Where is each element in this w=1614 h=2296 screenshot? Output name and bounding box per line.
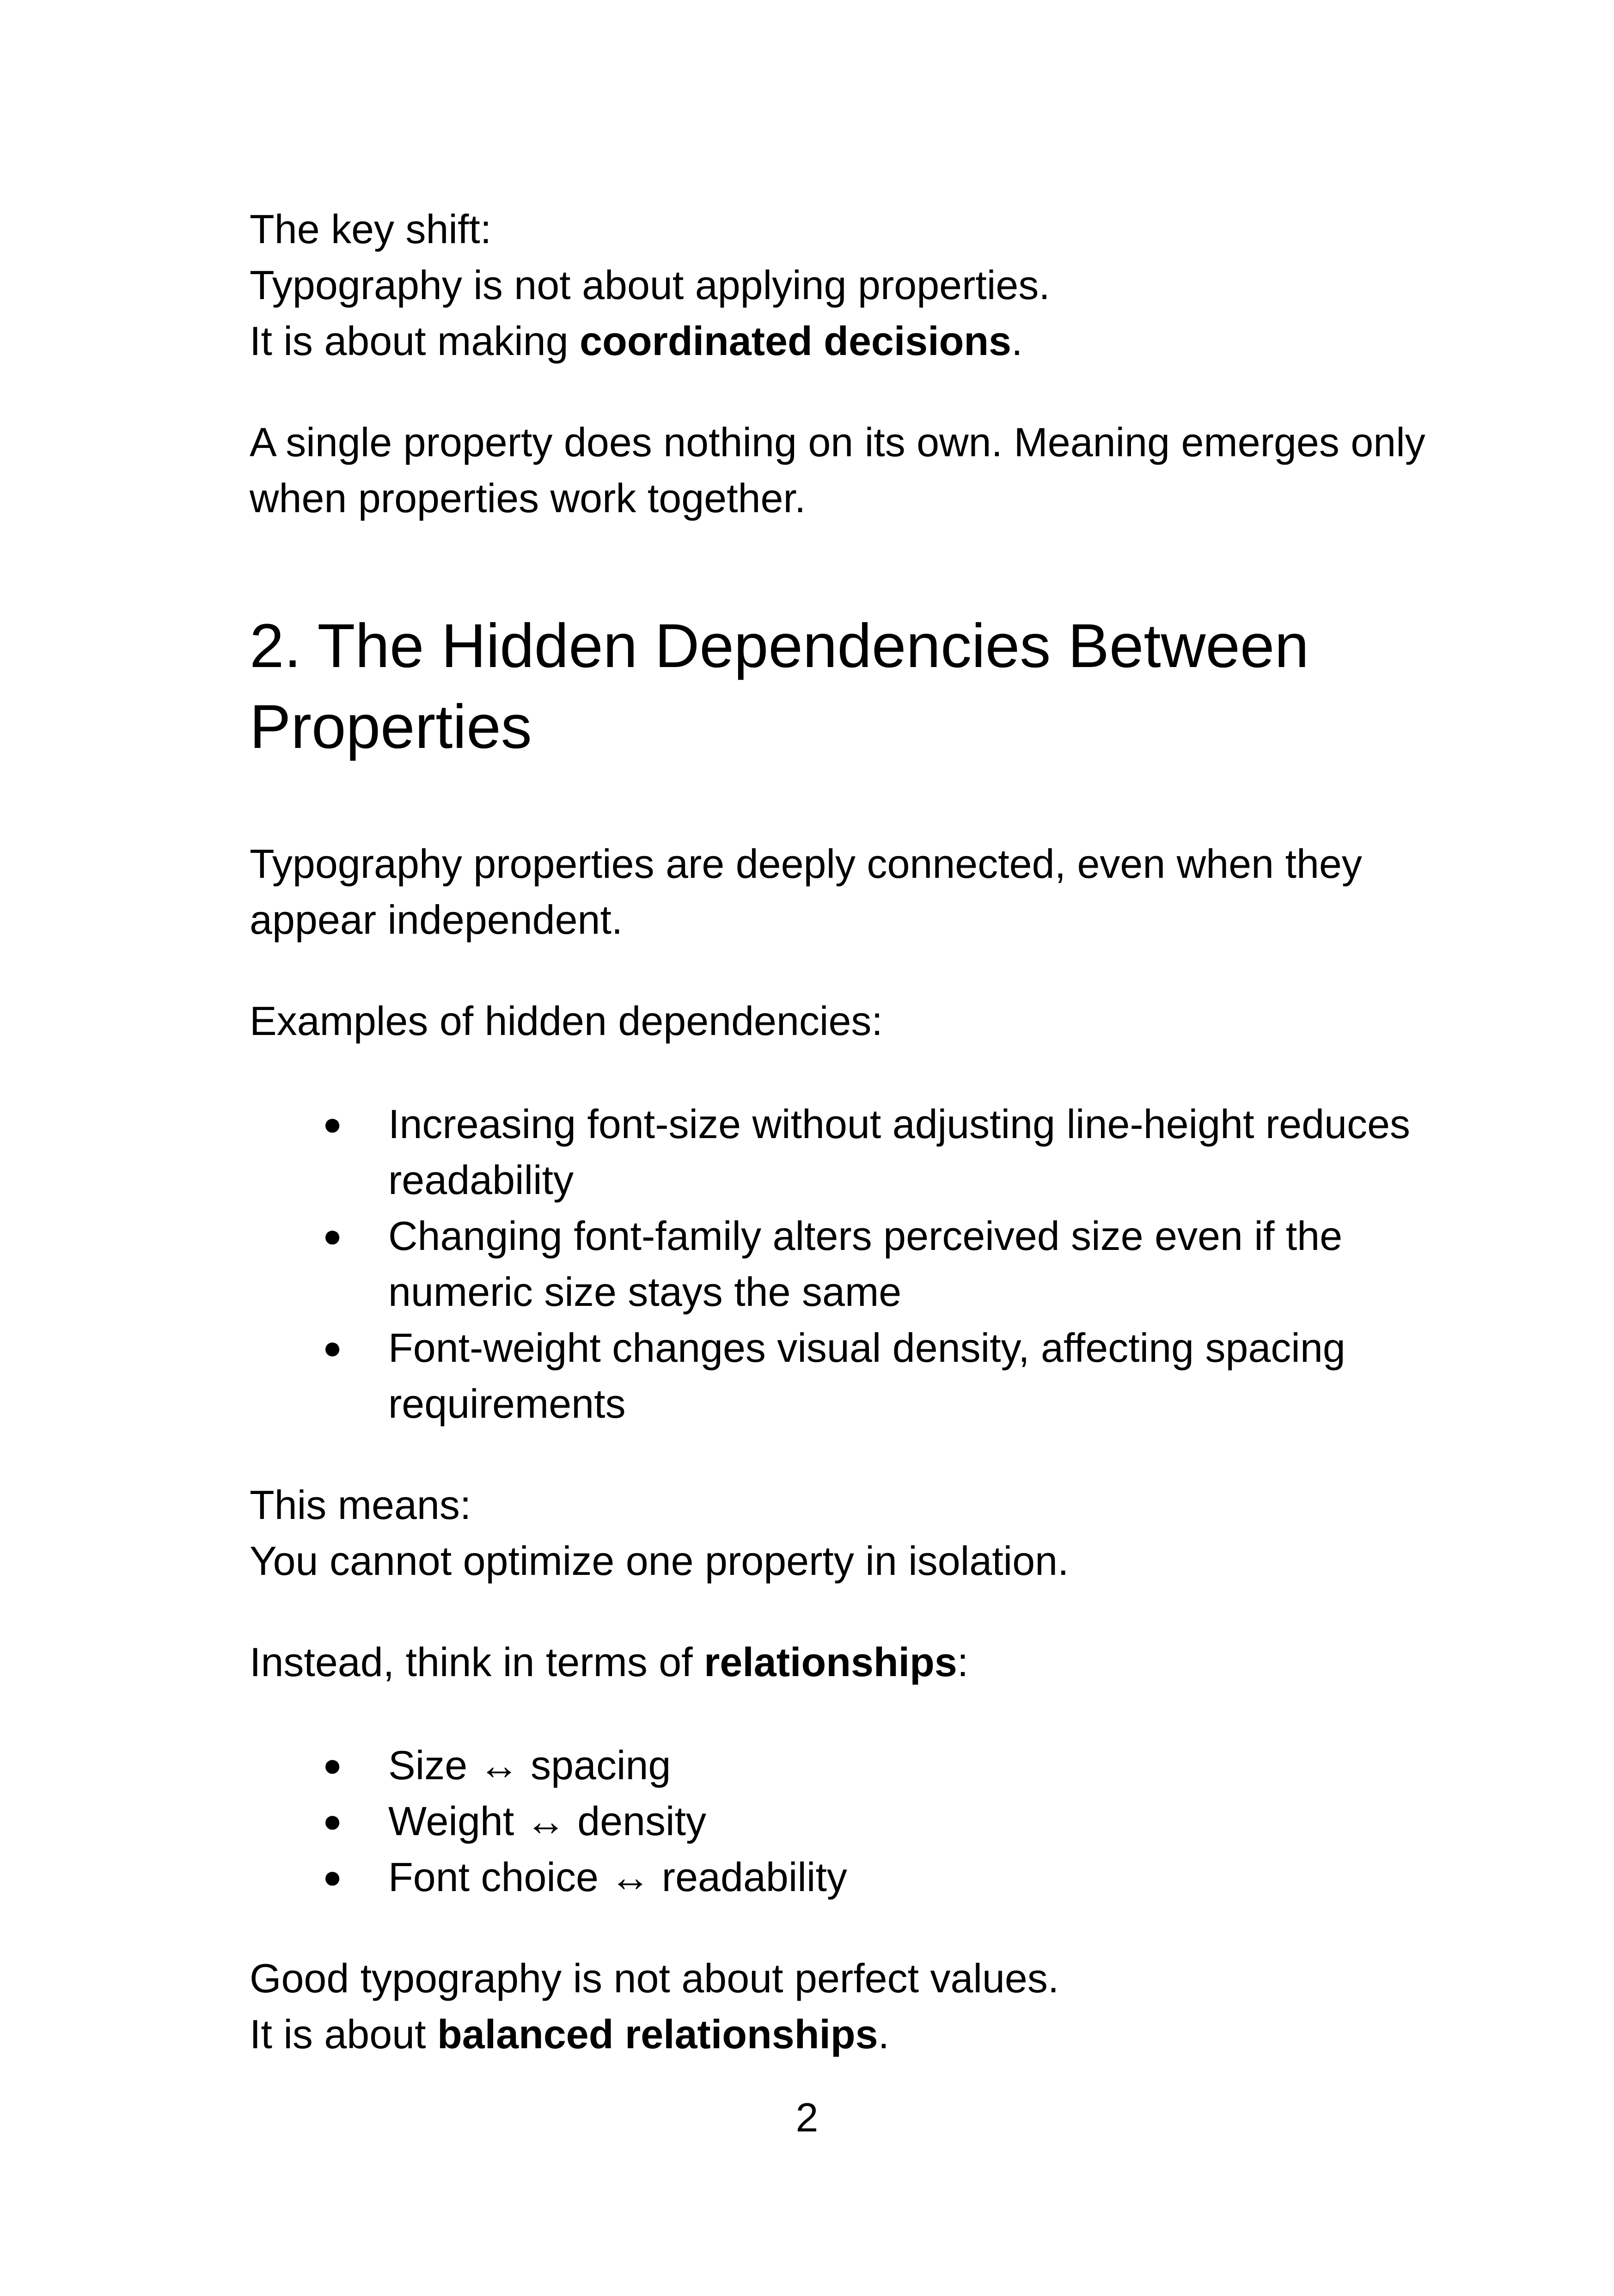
instead-line	[250, 1634, 1433, 1690]
bullet-icon: ●	[323, 1329, 342, 1365]
means-line-1: This means:	[250, 1482, 471, 1528]
list-item	[250, 1208, 1433, 1320]
instead-bold: relationships	[704, 1639, 957, 1685]
dependencies-list	[250, 1096, 1433, 1432]
closing-line-2-suffix: .	[878, 2011, 890, 2057]
intro-line-3-prefix: It is about making	[250, 318, 580, 364]
list-item	[250, 1849, 1433, 1905]
list-item	[250, 1320, 1433, 1432]
list-item-text: Increasing font-size without adjusting line-height reduces readability	[388, 1101, 1411, 1203]
list-item-text: Font choice ↔ readability	[388, 1854, 847, 1900]
means-line-2: You cannot optimize one property in isolation.	[250, 1538, 1069, 1584]
bullet-icon: ●	[323, 1218, 342, 1254]
list-item-text: Size ↔ spacing	[388, 1742, 671, 1788]
bullet-icon: ●	[323, 1803, 342, 1839]
intro-line-3-bold: coordinated decisions	[580, 318, 1012, 364]
examples-lead: Examples of hidden dependencies:	[250, 998, 883, 1044]
list-item-text: Changing font-family alters perceived size even if the numeric size stays the same	[388, 1213, 1343, 1315]
bullet-icon: ●	[323, 1859, 342, 1895]
instead-prefix: Instead, think in terms of	[250, 1639, 704, 1685]
list-item	[250, 1793, 1433, 1849]
closing-line-2	[250, 2006, 1433, 2062]
instead-suffix: :	[957, 1639, 969, 1685]
connected-paragraph: Typography properties are deeply connected, even when they appear independent.	[250, 841, 1362, 943]
intro-line-3-suffix: .	[1011, 318, 1023, 364]
intro-line-1: The key shift:	[250, 206, 492, 252]
list-item	[250, 1737, 1433, 1793]
bullet-icon: ●	[323, 1747, 342, 1783]
single-property-paragraph: A single property does nothing on its own. Meaning emerges only when properties work together.	[250, 419, 1425, 521]
page-number: 2	[795, 2094, 819, 2140]
page-content	[250, 201, 1433, 2062]
closing-line-2-bold: balanced relationships	[437, 2011, 878, 2057]
list-item-text: Font-weight changes visual density, affecting spacing requirements	[388, 1325, 1345, 1427]
list-item	[250, 1096, 1433, 1208]
closing-line-1: Good typography is not about perfect values.	[250, 1955, 1059, 2001]
bullet-icon: ●	[323, 1106, 342, 1142]
intro-line-2: Typography is not about applying properties.	[250, 262, 1050, 308]
list-item-text: Weight ↔ density	[388, 1798, 707, 1844]
intro-line-3	[250, 313, 1433, 369]
relationships-list	[250, 1737, 1433, 1905]
section-heading: 2. The Hidden Dependencies Between Properties	[250, 612, 1309, 761]
closing-line-2-prefix: It is about	[250, 2011, 438, 2057]
